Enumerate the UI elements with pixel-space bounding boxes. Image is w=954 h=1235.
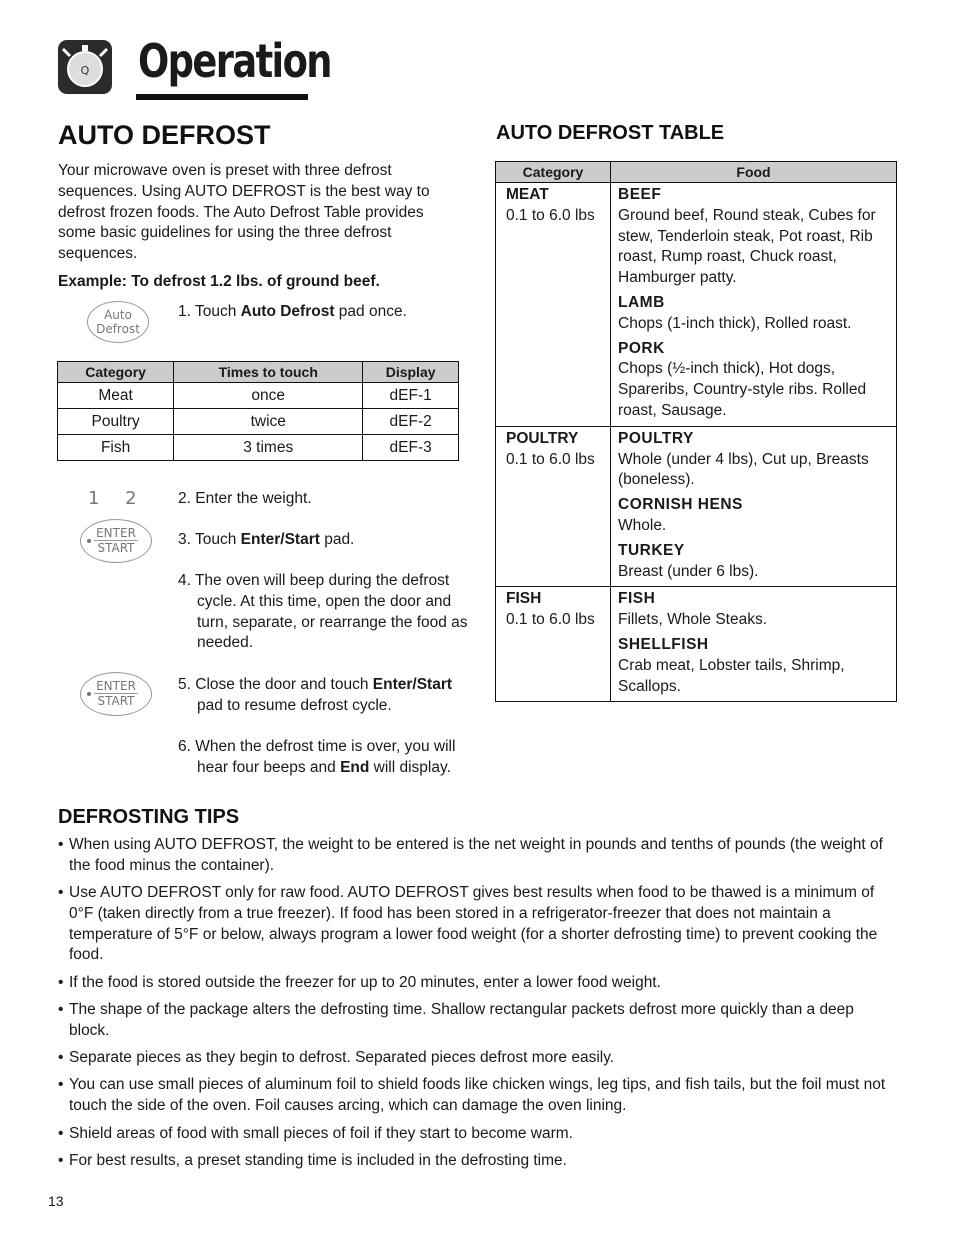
food-heading: TURKEY xyxy=(618,541,685,559)
table-cell: dEF-1 xyxy=(363,383,459,409)
food-heading: LAMB xyxy=(618,293,665,311)
page-number: 13 xyxy=(48,1193,64,1209)
step-3: 3. Touch Enter/Start pad. xyxy=(178,531,355,548)
example-heading: Example: To defrost 1.2 lbs. of ground beef. xyxy=(58,273,380,290)
pad-label-bottom: START xyxy=(97,541,135,555)
tips-list xyxy=(58,835,898,1178)
category-name: POULTRY xyxy=(506,429,579,447)
food-description: Crab meat, Lobster tails, Shrimp, Scallops. xyxy=(618,656,845,695)
pad-label-top: Auto xyxy=(104,308,132,322)
food-description: Whole. xyxy=(618,516,667,534)
food-heading: BEEF xyxy=(618,186,662,203)
table-cell: twice xyxy=(174,409,363,435)
food-description: Breast (under 6 lbs). xyxy=(618,562,759,580)
category-cell xyxy=(496,183,611,427)
list-item: • You can use small pieces of aluminum foil to shield foods like chicken wings, leg tips, and fish tails, but the foil must not touch the side of the oven. Foil causes arcing, which can damage the oven lining. xyxy=(58,1075,898,1117)
table-row xyxy=(58,435,459,461)
list-item: • Separate pieces as they begin to defrost. Separated pieces defrost more easily. xyxy=(58,1048,898,1069)
auto-defrost-table xyxy=(495,161,897,702)
table-cell: 3 times xyxy=(174,435,363,461)
list-item: • Shield areas of food with small pieces of foil if they start to become warm. xyxy=(58,1124,898,1145)
pad-label-top: ENTER xyxy=(96,679,136,693)
table-row xyxy=(496,426,897,587)
food-heading: FISH xyxy=(618,590,656,608)
list-item: • Use AUTO DEFROST only for raw food. AUTO DEFROST gives best results when food to be thawed is a minimum of 0°F (taken directly from a true freezer). If food has been stored in a refrigerator-freezer that does not maintain a temperature of 5°F or below, always program a lower food weight (for a shorter defrosting time) to prevent cooking the food. xyxy=(58,883,898,966)
table-cell: Poultry xyxy=(58,409,174,435)
page-title: Operation xyxy=(138,34,331,88)
table-cell: Fish xyxy=(58,435,174,461)
table-header: Category xyxy=(58,362,174,383)
enter-start-pad[interactable] xyxy=(80,672,152,716)
pad-label-bottom: Defrost xyxy=(96,322,140,336)
svg-text:Q: Q xyxy=(80,64,90,77)
category-cell xyxy=(496,587,611,702)
weight-range: 0.1 to 6.0 lbs xyxy=(506,450,595,468)
food-description: Whole (under 4 lbs), Cut up, Breasts (boneless). xyxy=(618,450,869,489)
food-description: Ground beef, Round steak, Cubes for stew, Tenderloin steak, Pot roast, Rib roast, Rump roast, Chuck roast, Hamburger patty. xyxy=(618,206,876,287)
food-heading: SHELLFISH xyxy=(618,635,709,653)
defrost-clock-icon xyxy=(58,40,112,94)
step-6: 6. When the defrost time is over, you will hear four beeps and End will display. xyxy=(178,738,456,776)
table-cell: Meat xyxy=(58,383,174,409)
table-cell: dEF-3 xyxy=(363,435,459,461)
category-cell xyxy=(496,426,611,587)
section-heading-auto-defrost-table: AUTO DEFROST TABLE xyxy=(496,122,725,144)
title-underline xyxy=(136,94,308,100)
table-row xyxy=(58,383,459,409)
food-heading: CORNISH HENS xyxy=(618,496,743,514)
table-cell: once xyxy=(174,383,363,409)
table-header: Display xyxy=(363,362,459,383)
list-item: • If the food is stored outside the freezer for up to 20 minutes, enter a lower food weight. xyxy=(58,973,898,994)
table-cell: dEF-2 xyxy=(363,409,459,435)
food-heading: PORK xyxy=(618,339,665,357)
table-header: Category xyxy=(496,162,611,183)
table-row xyxy=(496,587,897,702)
section-heading-defrosting-tips: DEFROSTING TIPS xyxy=(58,806,240,828)
food-heading: POULTRY xyxy=(618,429,694,447)
step-1: 1. Touch Auto Defrost pad once. xyxy=(178,303,407,320)
intro-paragraph: Your microwave oven is preset with three defrost sequences. Using AUTO DEFROST is the best way to defrost frozen foods. The Auto Defrost Table provides some basic guidelines for using the three defrost sequences. xyxy=(58,162,430,263)
category-name: FISH xyxy=(506,590,542,608)
section-heading-auto-defrost: AUTO DEFROST xyxy=(58,120,271,150)
food-description: Chops (1-inch thick), Rolled roast. xyxy=(618,314,852,332)
step-5: 5. Close the door and touch Enter/Start pad to resume defrost cycle. xyxy=(178,676,453,714)
auto-defrost-pad[interactable] xyxy=(87,301,149,343)
pad-label-top: ENTER xyxy=(96,526,136,540)
food-cell xyxy=(611,183,897,427)
food-cell xyxy=(611,587,897,702)
list-item: • The shape of the package alters the defrosting time. Shallow rectangular packets defrost more quickly than a deep block. xyxy=(58,1000,898,1042)
weight-range: 0.1 to 6.0 lbs xyxy=(506,206,595,224)
category-name: MEAT xyxy=(506,186,549,203)
food-description: Fillets, Whole Steaks. xyxy=(618,611,768,629)
list-item: • When using AUTO DEFROST, the weight to be entered is the net weight in pounds and tenths of pounds (the weight of the food minus the container). xyxy=(58,835,898,877)
number-pads[interactable]: 1 2 xyxy=(88,488,137,509)
table-header: Times to touch xyxy=(174,362,363,383)
food-cell xyxy=(611,426,897,587)
times-to-touch-table xyxy=(57,361,459,461)
table-row xyxy=(58,409,459,435)
food-description: Chops (½-inch thick), Hot dogs, Spareribs, Country-style ribs. Rolled roast, Sausage. xyxy=(618,360,867,419)
list-item: • For best results, a preset standing time is included in the defrosting time. xyxy=(58,1151,898,1172)
table-row xyxy=(496,183,897,427)
step-2: 2. Enter the weight. xyxy=(178,490,312,507)
weight-range: 0.1 to 6.0 lbs xyxy=(506,611,595,629)
step-4: 4. The oven will beep during the defrost cycle. At this time, open the door and turn, separate, or rearrange the food as needed. xyxy=(178,572,468,652)
enter-start-pad[interactable] xyxy=(80,519,152,563)
pad-label-bottom: START xyxy=(97,694,135,708)
table-header: Food xyxy=(611,162,897,183)
